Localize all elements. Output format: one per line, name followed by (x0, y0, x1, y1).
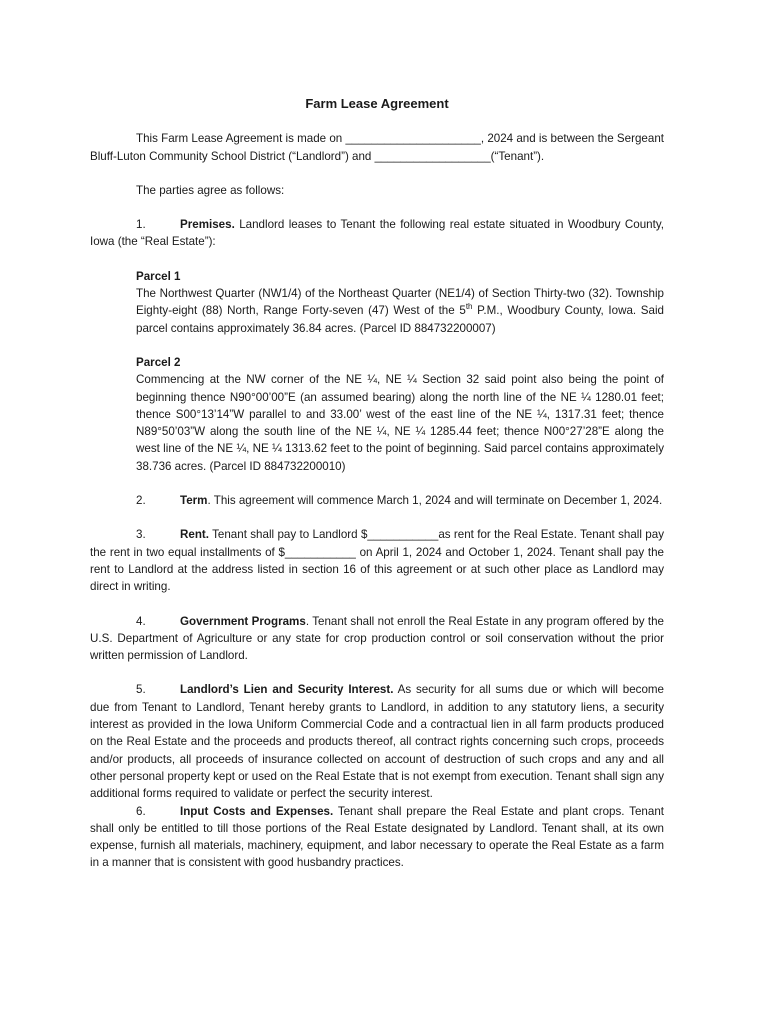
section-3-number: 3. (136, 528, 146, 542)
section-2-text: . This agreement will commence March 1, 2024 and will terminate on December 1, 2024. (207, 494, 663, 508)
section-6-text: Tenant shall prepare the Real Estate and plant crops. Tenant shall only be entitled to till those portions of the Real Estate designated by Landlord. Tenant shall, at its own expense, furnish all materials, machinery, equipment, and labor necessary to operate the Real Estate as a farm in a manner that is consistent with good husbandry practices. (90, 804, 664, 870)
section-1 (90, 216, 664, 251)
section-1-text: Landlord leases to Tenant the following real estate situated in Woodbury County, Iowa (the “Real Estate”): (90, 218, 664, 249)
section-3-heading: Rent. (180, 528, 209, 542)
parcel-1-superscript: th (465, 302, 473, 312)
section-4-heading: Government Programs (180, 614, 306, 628)
section-4-text: . Tenant shall not enroll the Real Estate in any program offered by the U.S. Department of Agriculture or any state for crop production control or soil conservation without the prior written permission of Landlord. (90, 614, 664, 663)
section-3 (90, 526, 664, 595)
parcel-1-text-b: P.M., Woodbury County, Iowa. Said parcel contains approximately 36.84 acres. (Parcel ID 884732200007) (136, 304, 664, 335)
section-2-heading: Term (180, 494, 208, 508)
parcel-2-heading: Parcel 2 (136, 355, 181, 369)
section-6-heading: Input Costs and Expenses. (180, 804, 334, 818)
section-4 (90, 613, 664, 665)
section-4-number: 4. (136, 614, 146, 628)
parcel-1-text-a: The Northwest Quarter (NW1/4) of the Northeast Quarter (NE1/4) of Section Thirty-two (32). Township Eighty-eight (88) North, Range Forty-seven (47) West of the 5 (136, 287, 664, 318)
section-5-text: As security for all sums due or which will become due from Tenant to Landlord, Tenant hereby grants to Landlord, in addition to any statutory liens, a security interest as provided in the Iowa Uniform Commercial Code and a contractual lien in all farm products produced on the Real Estate and the proceeds and products thereof, all contract rights concerning such crops, proceeds and/or products, all proceeds of insurance collected on account of destruction of such crops and any and all other personal property kept or used on the Real Estate that is not exempt from execution. Tenant shall sign any additional forms required to validate or perfect the security interest. (90, 683, 665, 801)
document-page (90, 95, 664, 872)
parties-line: The parties agree as follows: (136, 183, 285, 197)
section-5-heading: Landlord’s Lien and Security Interest. (180, 683, 394, 697)
section-2 (90, 492, 664, 509)
intro-paragraph: This Farm Lease Agreement is made on _____________________, 2024 and is between the Sergeant Bluff-Luton Community School District (“Landlord”) and __________________(“Tenant”). (90, 132, 664, 163)
section-2-number: 2. (136, 494, 146, 508)
parcel-1-text (136, 285, 664, 337)
parcel-1-heading: Parcel 1 (136, 269, 181, 283)
document-title: Farm Lease Agreement (305, 96, 449, 111)
section-1-heading: Premises. (180, 218, 235, 232)
section-5-number: 5. (136, 683, 146, 697)
section-5 (90, 681, 664, 802)
section-6 (90, 803, 664, 872)
parcel-2 (136, 354, 664, 475)
section-6-number: 6. (136, 804, 146, 818)
section-3-text: Tenant shall pay to Landlord $___________as rent for the Real Estate. Tenant shall pay the rent in two equal installments of $___________ on April 1, 2024 and October 1, 2024. Tenant shall pay the rent to Landlord at the address listed in section 16 of this agreement or at such other place as Landlord may direct in writing. (90, 528, 664, 594)
parcel-2-text: Commencing at the NW corner of the NE ¼, NE ¼ Section 32 said point also being the point of beginning thence N90°00’00”E (an assumed bearing) along the north line of the NE ¼ 1280.01 feet; thence S00°13’14”W parallel to and 33.00’ west of the east line of the NE ¼, 1317.31 feet; thence N89°50’03”W along the south line of the NE ¼, NE ¼ 1285.44 feet; thence N00°27’28”E along the west line of the NE ¼, NE ¼ 1313.62 feet to the point of beginning. Said parcel contains approximately 38.736 acres. (Parcel ID 884732200010) (136, 373, 664, 473)
parcel-1 (136, 268, 664, 337)
section-1-number: 1. (136, 218, 146, 232)
